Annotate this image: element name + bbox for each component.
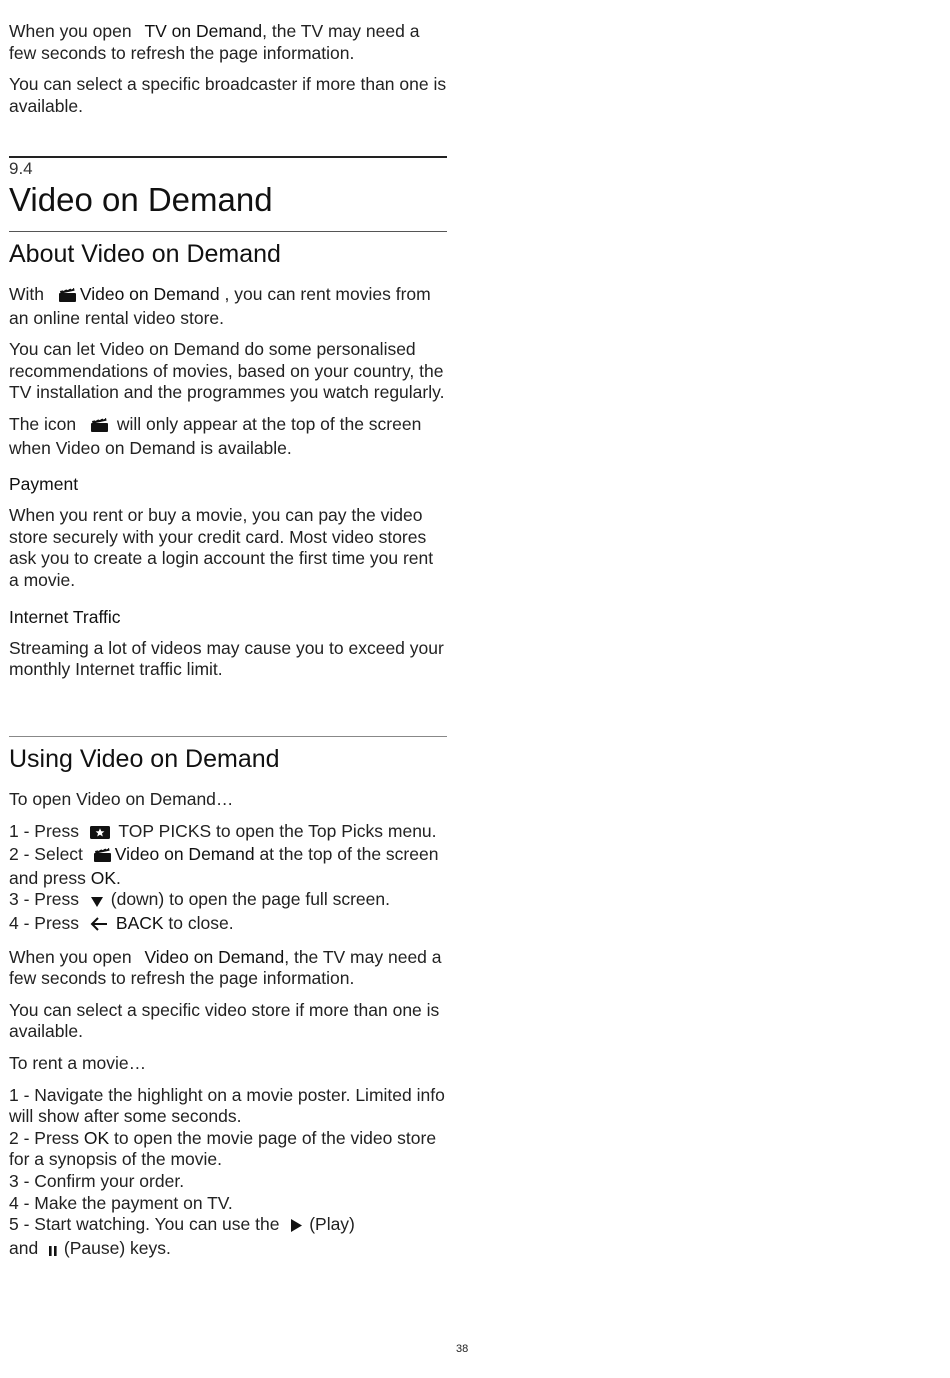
page-number: 38 (456, 1343, 469, 1355)
ok-key-label: OK (83, 1127, 110, 1148)
text: to close. (163, 912, 234, 933)
intro-block (9, 21, 447, 127)
video-on-demand-label: Video on Demand (144, 946, 285, 967)
text: to open the movie page of the video store for a synopsis of the movie. (9, 1127, 437, 1170)
text: 2 - Select (9, 844, 88, 865)
text: With (9, 284, 49, 304)
text: When you open (9, 946, 137, 967)
text: 5 - Start watching. You can use the (9, 1214, 285, 1235)
section-title: Video on Demand (9, 181, 273, 218)
text: , you can rent movies from an online rental video store. (9, 284, 431, 328)
step-1 (9, 821, 447, 845)
open-steps (9, 821, 447, 937)
text: at the top of the screen and press (9, 844, 439, 888)
intro-paragraph (9, 21, 447, 64)
using-block (9, 743, 447, 1261)
text: TOP PICKS to open the Top Picks menu. (113, 820, 437, 841)
text: (Pause) keys. (59, 1237, 171, 1258)
tv-on-demand-label: TV on Demand (144, 21, 263, 41)
internet-traffic-heading: Internet Traffic (9, 606, 121, 627)
about-heading: About Video on Demand (9, 240, 281, 268)
refresh-paragraph (9, 947, 447, 990)
text: 2 - Press (9, 1127, 84, 1148)
section-number: 9.4 (9, 159, 33, 178)
title-rule (9, 231, 447, 232)
using-heading: Using Video on Demand (9, 745, 280, 773)
step-2 (9, 844, 447, 889)
subsection-rule (9, 736, 447, 737)
text: . (116, 867, 121, 888)
text: 3 - Press (9, 889, 84, 910)
about-paragraph (9, 414, 447, 459)
text: will only appear at the top of the screen when Video on Demand is available. (9, 413, 422, 458)
text: and (9, 1237, 44, 1258)
step-4 (9, 913, 447, 937)
rent-step-4: 4 - Make the payment on TV. (9, 1192, 233, 1213)
about-block (9, 238, 447, 691)
text: The icon (9, 413, 81, 434)
text: , the TV may need a few seconds to refresh the page information. (9, 946, 442, 989)
text: 4 - Press (9, 912, 84, 933)
back-arrow-icon (90, 915, 108, 937)
down-arrow-icon (90, 891, 104, 913)
back-key-label: BACK (115, 912, 164, 933)
about-paragraph: You can let Video on Demand do some personalised recommendations of movies, based on your country, the TV installation and the programmes you watch regularly. (9, 339, 445, 403)
video-on-demand-label: Video on Demand (114, 844, 255, 865)
rent-step-5 (9, 1214, 447, 1238)
rent-step-1: 1 - Navigate the highlight on a movie poster. Limited info will show after some seconds. (9, 1084, 445, 1127)
section-rule (9, 156, 447, 158)
rent-intro: To rent a movie… (9, 1052, 147, 1073)
rent-step-2 (9, 1128, 447, 1171)
traffic-paragraph: Streaming a lot of videos may cause you to exceed your monthly Internet traffic limit. (9, 637, 444, 680)
play-icon (290, 1216, 302, 1238)
video-on-demand-label: Video on Demand (79, 284, 220, 304)
ok-key-label: OK (90, 867, 117, 888)
clapperboard-icon (91, 416, 108, 438)
payment-heading: Payment (9, 474, 79, 495)
about-paragraph (9, 284, 447, 329)
open-intro: To open Video on Demand… (9, 789, 234, 809)
rent-step-5-continued (9, 1238, 447, 1262)
rent-step-3: 3 - Confirm your order. (9, 1170, 185, 1191)
text: , the TV may need a few seconds to refresh the page information. (9, 21, 420, 63)
text: 1 - Press (9, 820, 84, 841)
rent-steps (9, 1085, 447, 1262)
text: (Play) (304, 1214, 355, 1235)
pause-icon (49, 1240, 57, 1262)
text: (down) to open the page full screen. (105, 889, 390, 910)
clapperboard-icon (94, 846, 111, 868)
top-picks-icon (90, 823, 110, 845)
clapperboard-icon (59, 286, 76, 308)
store-paragraph: You can select a specific video store if more than one is available. (9, 999, 440, 1042)
payment-paragraph: When you rent or buy a movie, you can pay the video store securely with your credit card. Most video stores ask you to create a login account the first time you rent a movie. (9, 505, 434, 590)
step-3 (9, 889, 447, 913)
text: When you open (9, 21, 137, 41)
intro-paragraph: You can select a specific broadcaster if more than one is available. (9, 74, 447, 116)
